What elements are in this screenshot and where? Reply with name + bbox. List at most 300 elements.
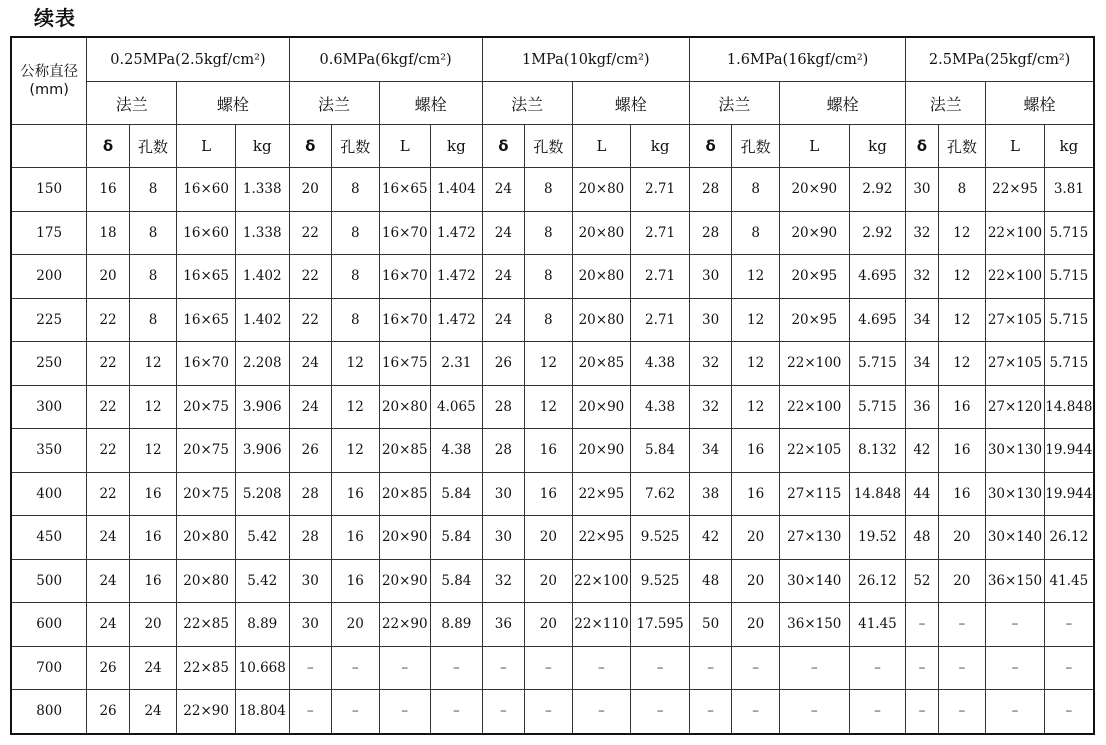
holes-cell: 16 <box>938 472 986 516</box>
thickness-cell: 24 <box>289 385 331 429</box>
holes-cell: 20 <box>331 603 379 647</box>
bolt-weight-cell: 41.45 <box>849 603 906 647</box>
table-row <box>11 385 1094 429</box>
holes-cell: 12 <box>938 255 986 299</box>
thickness-cell: – <box>482 646 524 690</box>
holes-header: 孔数 <box>525 125 573 168</box>
bolt-weight-cell: 1.404 <box>431 168 483 212</box>
bolt-size-cell: 20×75 <box>177 429 236 473</box>
nominal-diameter-cell: 250 <box>11 342 87 386</box>
holes-cell: 12 <box>938 211 986 255</box>
flange-header: 法兰 <box>289 82 379 125</box>
thickness-header: δ <box>482 125 524 168</box>
holes-cell: – <box>938 690 986 734</box>
nominal-diameter-cell: 400 <box>11 472 87 516</box>
bolt-weight-cell: 7.62 <box>631 472 690 516</box>
bolt-weight-cell: 9.525 <box>631 559 690 603</box>
column-header-row <box>11 125 1094 168</box>
bolt-size-cell: 22×85 <box>177 603 236 647</box>
bolt-weight-cell: 3.906 <box>235 385 289 429</box>
bolt-size-cell: 22×90 <box>177 690 236 734</box>
bolt-weight-cell: 4.38 <box>431 429 483 473</box>
nominal-diameter-cell: 150 <box>11 168 87 212</box>
holes-cell: 8 <box>732 211 780 255</box>
thickness-cell: – <box>906 646 938 690</box>
flange-header: 法兰 <box>87 82 177 125</box>
holes-cell: 20 <box>525 559 573 603</box>
thickness-cell: 22 <box>87 429 129 473</box>
bolt-weight-cell: 5.42 <box>235 516 289 560</box>
bolt-weight-cell: 5.715 <box>1044 255 1094 299</box>
bolt-size-cell: 20×80 <box>177 516 236 560</box>
bolt-weight-cell: 17.595 <box>631 603 690 647</box>
pressure-header: 0.25MPa(2.5kgf/cm²) <box>87 37 289 82</box>
holes-cell: 12 <box>732 342 780 386</box>
bolt-size-cell: 20×80 <box>572 211 631 255</box>
bolt-size-cell: 20×80 <box>177 559 236 603</box>
diameter-header-spacer <box>11 125 87 168</box>
holes-cell: 20 <box>129 603 177 647</box>
bolt-size-cell: 27×115 <box>779 472 849 516</box>
thickness-cell: 32 <box>906 211 938 255</box>
holes-header: 孔数 <box>129 125 177 168</box>
flange-header: 法兰 <box>906 82 986 125</box>
thickness-cell: 28 <box>689 211 731 255</box>
thickness-cell: 36 <box>906 385 938 429</box>
nominal-diameter-cell: 200 <box>11 255 87 299</box>
bolt-size-cell: – <box>572 646 631 690</box>
table-row <box>11 646 1094 690</box>
thickness-cell: 30 <box>482 472 524 516</box>
flange-header: 法兰 <box>482 82 572 125</box>
bolt-size-cell: 20×90 <box>779 168 849 212</box>
holes-cell: 8 <box>129 255 177 299</box>
bolt-size-cell: 20×75 <box>177 385 236 429</box>
thickness-cell: 26 <box>289 429 331 473</box>
holes-cell: 12 <box>331 385 379 429</box>
bolt-weight-cell: – <box>631 646 690 690</box>
bolt-size-cell: 22×100 <box>572 559 631 603</box>
bolt-size-cell: – <box>572 690 631 734</box>
bolt-weight-cell: – <box>1044 690 1094 734</box>
bolt-weight-cell: 8.132 <box>849 429 906 473</box>
bolt-size-cell: 36×150 <box>986 559 1045 603</box>
bolt-size-cell: 27×105 <box>986 342 1045 386</box>
holes-cell: 12 <box>525 385 573 429</box>
bolt-weight-cell: 1.402 <box>235 255 289 299</box>
thickness-cell: 22 <box>87 385 129 429</box>
holes-cell: 20 <box>732 516 780 560</box>
holes-cell: – <box>331 690 379 734</box>
thickness-cell: 22 <box>289 298 331 342</box>
bolt-size-cell: 20×90 <box>572 429 631 473</box>
bolt-weight-cell: – <box>631 690 690 734</box>
thickness-cell: 22 <box>87 342 129 386</box>
flange-bolt-header-row <box>11 82 1094 125</box>
bolt-size-cell: 30×140 <box>986 516 1045 560</box>
holes-cell: 20 <box>938 516 986 560</box>
holes-cell: 12 <box>938 342 986 386</box>
weight-header: kg <box>631 125 690 168</box>
holes-cell: – <box>732 690 780 734</box>
nominal-diameter-cell: 450 <box>11 516 87 560</box>
pressure-header: 0.6MPa(6kgf/cm²) <box>289 37 482 82</box>
holes-cell: 24 <box>129 646 177 690</box>
bolt-size-cell: 16×70 <box>379 211 431 255</box>
thickness-cell: 48 <box>689 559 731 603</box>
table-row <box>11 168 1094 212</box>
thickness-cell: 22 <box>289 211 331 255</box>
holes-header: 孔数 <box>331 125 379 168</box>
table-row <box>11 472 1094 516</box>
bolt-weight-cell: 14.848 <box>849 472 906 516</box>
holes-cell: 8 <box>331 168 379 212</box>
bolt-weight-cell: 1.472 <box>431 298 483 342</box>
nominal-diameter-cell: 350 <box>11 429 87 473</box>
bolt-size-cell: 30×130 <box>986 429 1045 473</box>
table-row <box>11 516 1094 560</box>
bolt-size-cell: 30×140 <box>779 559 849 603</box>
holes-cell: 8 <box>525 255 573 299</box>
holes-cell: 8 <box>129 298 177 342</box>
table-continued-title: 续表 <box>34 6 76 30</box>
bolt-weight-cell: 19.944 <box>1044 472 1094 516</box>
holes-cell: 16 <box>525 472 573 516</box>
flange-header: 法兰 <box>689 82 779 125</box>
holes-cell: 20 <box>732 559 780 603</box>
thickness-cell: 26 <box>87 690 129 734</box>
holes-cell: 16 <box>129 516 177 560</box>
bolt-size-cell: 22×105 <box>779 429 849 473</box>
bolt-size-cell: 20×80 <box>572 255 631 299</box>
bolt-weight-cell: 26.12 <box>849 559 906 603</box>
thickness-cell: 30 <box>482 516 524 560</box>
thickness-cell: 24 <box>482 298 524 342</box>
bolt-size-cell: 22×100 <box>779 385 849 429</box>
bolt-weight-cell: 2.71 <box>631 255 690 299</box>
holes-cell: 12 <box>732 298 780 342</box>
thickness-cell: 28 <box>689 168 731 212</box>
bolt-weight-cell: 10.668 <box>235 646 289 690</box>
thickness-cell: 44 <box>906 472 938 516</box>
bolt-size-cell: 20×85 <box>572 342 631 386</box>
bolt-size-cell: – <box>379 646 431 690</box>
holes-header: 孔数 <box>732 125 780 168</box>
bolt-header: 螺栓 <box>572 82 689 125</box>
thickness-cell: 24 <box>87 603 129 647</box>
thickness-cell: 18 <box>87 211 129 255</box>
thickness-cell: – <box>906 690 938 734</box>
table-row <box>11 211 1094 255</box>
thickness-cell: 36 <box>482 603 524 647</box>
nominal-diameter-cell: 700 <box>11 646 87 690</box>
holes-cell: 12 <box>732 385 780 429</box>
bolt-weight-cell: 4.695 <box>849 255 906 299</box>
nominal-diameter-cell: 600 <box>11 603 87 647</box>
bolt-size-cell: 36×150 <box>779 603 849 647</box>
thickness-cell: 30 <box>689 298 731 342</box>
holes-cell: 16 <box>129 472 177 516</box>
thickness-cell: 24 <box>482 168 524 212</box>
table-row <box>11 255 1094 299</box>
holes-cell: 16 <box>732 429 780 473</box>
length-header: L <box>177 125 236 168</box>
bolt-size-cell: 16×70 <box>379 255 431 299</box>
nominal-diameter-cell: 300 <box>11 385 87 429</box>
bolt-weight-cell: 5.715 <box>849 342 906 386</box>
bolt-size-cell: – <box>779 646 849 690</box>
bolt-weight-cell: 19.944 <box>1044 429 1094 473</box>
thickness-cell: 28 <box>289 516 331 560</box>
thickness-cell: 16 <box>87 168 129 212</box>
thickness-cell: 48 <box>906 516 938 560</box>
table-row <box>11 559 1094 603</box>
bolt-size-cell: 20×90 <box>572 385 631 429</box>
thickness-cell: 30 <box>289 603 331 647</box>
bolt-weight-cell: – <box>849 690 906 734</box>
thickness-cell: 50 <box>689 603 731 647</box>
bolt-weight-cell: 9.525 <box>631 516 690 560</box>
thickness-cell: 32 <box>482 559 524 603</box>
thickness-cell: – <box>906 603 938 647</box>
bolt-size-cell: 22×100 <box>986 255 1045 299</box>
bolt-weight-cell: 4.065 <box>431 385 483 429</box>
length-header: L <box>379 125 431 168</box>
bolt-size-cell: 20×80 <box>379 385 431 429</box>
holes-cell: 16 <box>732 472 780 516</box>
thickness-cell: 24 <box>482 255 524 299</box>
bolt-size-cell: 20×90 <box>379 559 431 603</box>
pressure-header: 2.5MPa(25kgf/cm²) <box>906 37 1094 82</box>
table-row <box>11 342 1094 386</box>
nominal-diameter-header <box>11 37 87 125</box>
thickness-cell: 34 <box>906 298 938 342</box>
holes-cell: 8 <box>525 211 573 255</box>
holes-cell: 16 <box>938 429 986 473</box>
holes-cell: 16 <box>331 559 379 603</box>
bolt-weight-cell: 2.92 <box>849 211 906 255</box>
bolt-size-cell: – <box>779 690 849 734</box>
thickness-cell: – <box>482 690 524 734</box>
bolt-weight-cell: 4.38 <box>631 385 690 429</box>
nominal-diameter-cell: 800 <box>11 690 87 734</box>
table-row <box>11 603 1094 647</box>
pressure-header-row <box>11 37 1094 82</box>
holes-cell: 12 <box>525 342 573 386</box>
bolt-weight-cell: 5.84 <box>631 429 690 473</box>
bolt-weight-cell: 1.338 <box>235 211 289 255</box>
bolt-size-cell: 22×95 <box>572 516 631 560</box>
bolt-size-cell: 22×95 <box>572 472 631 516</box>
holes-cell: 8 <box>331 255 379 299</box>
bolt-weight-cell: 18.804 <box>235 690 289 734</box>
pressure-header: 1.6MPa(16kgf/cm²) <box>689 37 905 82</box>
bolt-weight-cell: – <box>1044 603 1094 647</box>
bolt-weight-cell: 14.848 <box>1044 385 1094 429</box>
holes-cell: 8 <box>525 168 573 212</box>
bolt-weight-cell: 1.472 <box>431 211 483 255</box>
bolt-weight-cell: 5.42 <box>235 559 289 603</box>
thickness-cell: 20 <box>289 168 331 212</box>
length-header: L <box>572 125 631 168</box>
bolt-size-cell: 27×120 <box>986 385 1045 429</box>
holes-cell: 8 <box>331 298 379 342</box>
length-header: L <box>779 125 849 168</box>
bolt-weight-cell: – <box>849 646 906 690</box>
bolt-size-cell: 20×85 <box>379 472 431 516</box>
thickness-cell: 32 <box>906 255 938 299</box>
bolt-weight-cell: 8.89 <box>235 603 289 647</box>
holes-cell: 16 <box>129 559 177 603</box>
holes-cell: 8 <box>732 168 780 212</box>
bolt-size-cell: 16×65 <box>177 255 236 299</box>
holes-cell: 8 <box>129 211 177 255</box>
holes-cell: 20 <box>732 603 780 647</box>
thickness-cell: 38 <box>689 472 731 516</box>
bolt-size-cell: 27×105 <box>986 298 1045 342</box>
bolt-weight-cell: 4.695 <box>849 298 906 342</box>
holes-cell: 20 <box>525 603 573 647</box>
holes-cell: – <box>525 646 573 690</box>
thickness-cell: 42 <box>689 516 731 560</box>
bolt-weight-cell: 5.715 <box>849 385 906 429</box>
thickness-cell: 24 <box>87 559 129 603</box>
bolt-size-cell: 22×100 <box>986 211 1045 255</box>
holes-cell: 12 <box>129 429 177 473</box>
bolt-size-cell: 16×75 <box>379 342 431 386</box>
bolt-weight-cell: – <box>431 646 483 690</box>
bolt-header: 螺栓 <box>779 82 905 125</box>
thickness-cell: 22 <box>87 298 129 342</box>
holes-cell: – <box>938 646 986 690</box>
bolt-weight-cell: 41.45 <box>1044 559 1094 603</box>
bolt-weight-cell: 2.71 <box>631 298 690 342</box>
holes-cell: 12 <box>331 342 379 386</box>
bolt-size-cell: 27×130 <box>779 516 849 560</box>
bolt-weight-cell: 5.715 <box>1044 342 1094 386</box>
holes-cell: 12 <box>938 298 986 342</box>
bolt-size-cell: 20×90 <box>779 211 849 255</box>
bolt-weight-cell: 5.208 <box>235 472 289 516</box>
nominal-diameter-cell: 175 <box>11 211 87 255</box>
thickness-cell: 28 <box>482 429 524 473</box>
holes-cell: 16 <box>525 429 573 473</box>
nominal-diameter-cell: 500 <box>11 559 87 603</box>
length-header: L <box>986 125 1045 168</box>
bolt-header: 螺栓 <box>986 82 1094 125</box>
weight-header: kg <box>431 125 483 168</box>
bolt-weight-cell: 8.89 <box>431 603 483 647</box>
bolt-size-cell: 22×110 <box>572 603 631 647</box>
nominal-diameter-cell: 225 <box>11 298 87 342</box>
thickness-header: δ <box>87 125 129 168</box>
holes-cell: 8 <box>331 211 379 255</box>
thickness-cell: 24 <box>87 516 129 560</box>
flange-bolt-table <box>10 36 1095 735</box>
bolt-size-cell: 16×65 <box>379 168 431 212</box>
thickness-cell: 28 <box>482 385 524 429</box>
thickness-cell: 24 <box>289 342 331 386</box>
bolt-weight-cell: 3.906 <box>235 429 289 473</box>
nominal-diameter-unit: (mm) <box>29 82 69 98</box>
bolt-size-cell: 20×80 <box>572 298 631 342</box>
bolt-weight-cell: 3.81 <box>1044 168 1094 212</box>
bolt-weight-cell: 5.715 <box>1044 298 1094 342</box>
holes-cell: 16 <box>331 472 379 516</box>
bolt-weight-cell: 2.208 <box>235 342 289 386</box>
thickness-cell: – <box>289 646 331 690</box>
table-row <box>11 429 1094 473</box>
bolt-weight-cell: 5.84 <box>431 472 483 516</box>
bolt-weight-cell: – <box>431 690 483 734</box>
holes-cell: 20 <box>525 516 573 560</box>
bolt-size-cell: 16×65 <box>177 298 236 342</box>
bolt-size-cell: 22×85 <box>177 646 236 690</box>
pressure-header: 1MPa(10kgf/cm²) <box>482 37 689 82</box>
thickness-cell: 22 <box>87 472 129 516</box>
thickness-cell: – <box>289 690 331 734</box>
bolt-weight-cell: 2.31 <box>431 342 483 386</box>
nominal-diameter-label: 公称直径 <box>20 64 79 80</box>
weight-header: kg <box>849 125 906 168</box>
thickness-cell: 22 <box>289 255 331 299</box>
bolt-size-cell: 22×100 <box>779 342 849 386</box>
holes-cell: 16 <box>331 516 379 560</box>
weight-header: kg <box>1044 125 1094 168</box>
bolt-size-cell: – <box>986 646 1045 690</box>
thickness-cell: – <box>689 646 731 690</box>
thickness-header: δ <box>689 125 731 168</box>
bolt-size-cell: 30×130 <box>986 472 1045 516</box>
thickness-cell: 30 <box>689 255 731 299</box>
thickness-header: δ <box>906 125 938 168</box>
thickness-cell: 34 <box>906 342 938 386</box>
holes-cell: – <box>732 646 780 690</box>
bolt-weight-cell: 5.84 <box>431 559 483 603</box>
bolt-size-cell: – <box>986 690 1045 734</box>
holes-cell: 20 <box>938 559 986 603</box>
bolt-weight-cell: 2.92 <box>849 168 906 212</box>
bolt-size-cell: 20×95 <box>779 298 849 342</box>
holes-cell: 12 <box>732 255 780 299</box>
holes-header: 孔数 <box>938 125 986 168</box>
thickness-header: δ <box>289 125 331 168</box>
bolt-size-cell: 20×80 <box>572 168 631 212</box>
thickness-cell: 32 <box>689 342 731 386</box>
bolt-weight-cell: 5.84 <box>431 516 483 560</box>
bolt-header: 螺栓 <box>177 82 289 125</box>
bolt-size-cell: 20×95 <box>779 255 849 299</box>
holes-cell: 12 <box>129 342 177 386</box>
table-row <box>11 298 1094 342</box>
bolt-weight-cell: – <box>1044 646 1094 690</box>
bolt-weight-cell: 26.12 <box>1044 516 1094 560</box>
bolt-size-cell: – <box>379 690 431 734</box>
bolt-weight-cell: 1.472 <box>431 255 483 299</box>
thickness-cell: 20 <box>87 255 129 299</box>
weight-header: kg <box>235 125 289 168</box>
holes-cell: 12 <box>129 385 177 429</box>
holes-cell: – <box>331 646 379 690</box>
thickness-cell: 24 <box>482 211 524 255</box>
holes-cell: 8 <box>129 168 177 212</box>
thickness-cell: – <box>689 690 731 734</box>
holes-cell: 8 <box>938 168 986 212</box>
bolt-size-cell: 16×60 <box>177 211 236 255</box>
bolt-size-cell: 20×75 <box>177 472 236 516</box>
thickness-cell: 26 <box>482 342 524 386</box>
thickness-cell: 32 <box>689 385 731 429</box>
